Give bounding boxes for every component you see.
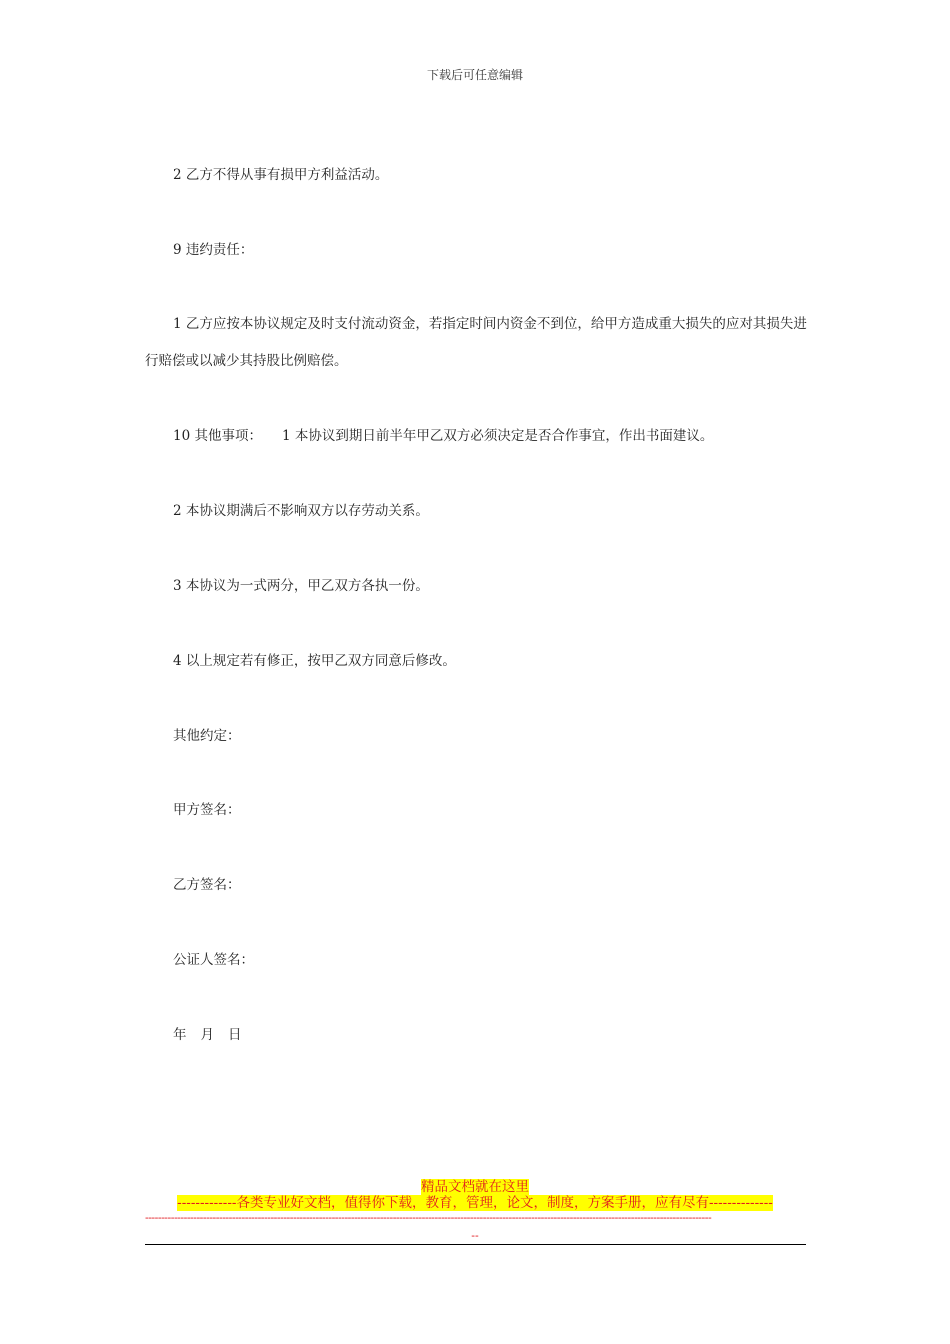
footer-promo: [0, 1195, 950, 1212]
page-header: 下载后可任意编辑: [426, 68, 523, 82]
clause-3-copies: 3 本协议为一式两分，甲乙双方各执一份。: [173, 578, 429, 594]
footer-dash-line: --------------------------------------------------------------------------------------------------------------------------------------------------------------------------------: [145, 1211, 712, 1224]
date-line: [173, 1026, 242, 1044]
clause-2-no-harm: 2 乙方不得从事有损甲方利益活动。: [173, 167, 389, 183]
clause-4-amendment: 4 以上规定若有修正，按甲乙双方同意后修改。: [173, 653, 456, 669]
footer-title-text: 精品文档就在这里: [421, 1179, 529, 1195]
clause-1-expiry: 1 本协议到期日前半年甲乙双方必须决定是否合作事宜，作出书面建议。: [281, 428, 714, 444]
party-a-signature-label: 甲方签名：: [173, 802, 241, 818]
date-month: 月: [200, 1027, 214, 1043]
party-b-signature-label: 乙方签名：: [173, 877, 241, 893]
notary-signature-label: 公证人签名：: [173, 952, 254, 968]
clause-2-labor: 2 本协议期满后不影响双方以存劳动关系。: [173, 503, 429, 519]
footer-dash-tail: --: [471, 1229, 479, 1242]
other-agreements-label: 其他约定：: [173, 728, 241, 744]
section-9-heading: 9 违约责任：: [173, 242, 254, 258]
section-10-heading: 10 其他事项：: [173, 428, 262, 444]
clause-1-liability: 1 乙方应按本协议规定及时支付流动资金，若指定时间内资金不到位，给甲方造成重大损失的应对其损失进行赔偿或以减少其持股比例赔偿。: [145, 316, 807, 369]
footer-title: [0, 1179, 950, 1196]
footer-divider: [145, 1244, 806, 1245]
footer-promo-text: -------------各类专业好文档，值得你下载，教育，管理，论文，制度，方案手册，应有尽有--------------: [177, 1195, 773, 1211]
date-day: 日: [228, 1027, 242, 1043]
date-year: 年: [173, 1027, 187, 1043]
section-10-row: [173, 427, 713, 445]
